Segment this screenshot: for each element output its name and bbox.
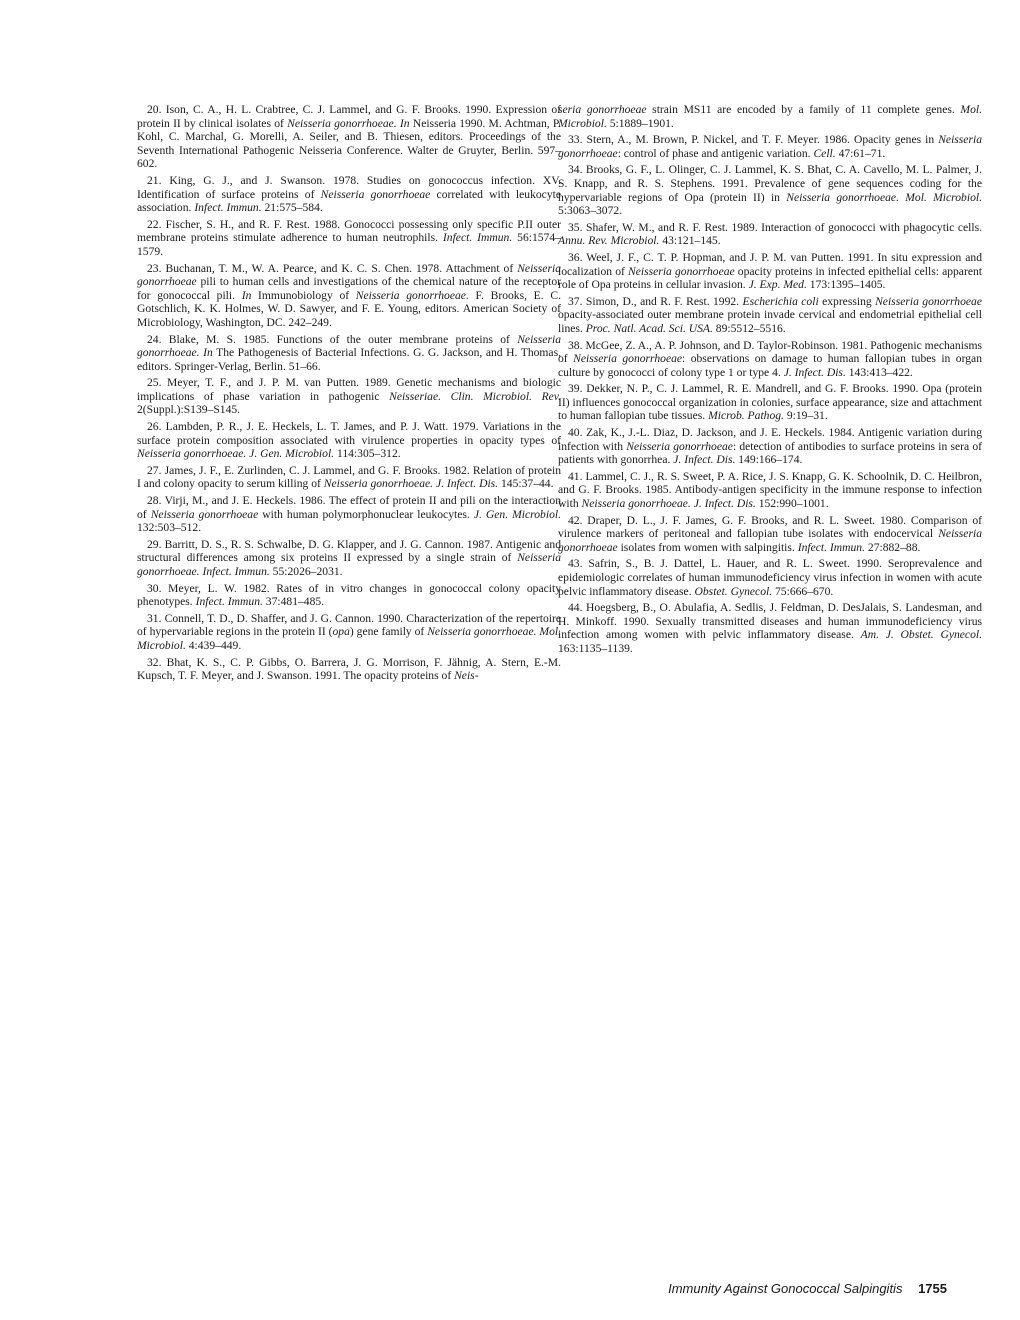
reference-r22 [137, 218, 561, 259]
reference-r26 [137, 420, 561, 461]
text-run: 22. Fischer, S. H., and R. F. Rest. 1988. Gonococci possessing only specific P.II outer membrane proteins stimulate adherence to human neutrophils. [137, 217, 561, 245]
italic-text: Neisseria gonorrhoeae. Infect. Immun. [137, 551, 561, 578]
italic-text: Neisseria gonorrhoeae. Mol. Microbiol. [137, 625, 561, 652]
italic-text: Escherichia coli [742, 294, 819, 308]
italic-text: J. Exp. Med. [748, 278, 807, 292]
italic-text: J. Infect. Dis. [783, 365, 846, 379]
reference-r24 [137, 333, 561, 374]
reference-r27 [137, 464, 561, 491]
reference-r43 [558, 557, 982, 598]
italic-text: In [241, 288, 252, 302]
text-run: 114:305–312. [334, 447, 401, 461]
text-run: 31. Connell, T. D., D. Shaffer, and J. G. Cannon. 1990. Characterization of the repertoire of hypervariable regions in the protein II ( [137, 611, 561, 639]
italic-text: Neisseria gonorrhoeae. [355, 288, 469, 302]
italic-text: J. Gen. Microbiol. [473, 507, 561, 521]
text-run: 24. Blake, M. S. 1985. Functions of the outer membrane proteins of [147, 332, 518, 346]
reference-r32-cont [558, 103, 982, 130]
text-run: 34. Brooks, G. F., L. Olinger, C. J. Lammel, K. S. Bhat, C. A. Cavello, M. L. Palmer, J. S. Knapp, and R. S. Stephens. 1991. Prevalence of gene sequences coding for the hypervariable regions of Opa (protein II) in [558, 163, 982, 204]
text-run: Immunobiology of [251, 288, 356, 302]
italic-text: Neisseria gonorrhoeae. In [287, 116, 410, 130]
text-run: 20. Ison, C. A., H. L. Crabtree, C. J. Lammel, and G. F. Brooks. 1990. Expression of protein II by clinical isolates of [137, 103, 561, 130]
reference-r35 [558, 221, 982, 248]
text-run: 27. James, J. F., E. Zurlinden, C. J. Lammel, and G. F. Brooks. 1982. Relation of protein I and colony opacity to serum killing of [137, 463, 561, 491]
text-run: 29. Barritt, D. S., R. S. Schwalbe, D. G. Klapper, and J. G. Cannon. 1987. Antigenic and structural differences among six proteins II expressed by a single strain of [137, 537, 561, 565]
text-run: 55:2026–2031. [269, 565, 343, 578]
text-run: 4:439–449. [185, 638, 242, 652]
reference-r41 [558, 470, 982, 511]
italic-text: Mol. Microbiol. [558, 103, 982, 130]
page-number: 1755 [918, 1281, 947, 1296]
text-run: 149:166–174. [735, 453, 803, 467]
text-run: 41. Lammel, C. J., R. S. Sweet, P. A. Rice, J. S. Knapp, G. K. Schoolnik, D. C. Heilbron, and G. F. Brooks. 1985. Antibody-antigen specificity in the immune response to infection with [558, 469, 982, 511]
text-run: 152:990–1001. [755, 497, 829, 511]
text-run: 5:1889–1901. [606, 116, 674, 130]
italic-text: Neisseriae. Clin. Microbiol. Rev. [389, 389, 561, 403]
text-run: 47:61–71. [835, 146, 886, 160]
text-run: 39. Dekker, N. P., C. J. Lammel, R. E. Mandrell, and G. F. Brooks. 1990. Opa (protein II) influences gonococcal organization in colonies, surface appearance, size and attachment to human fallopian tube tissues. [558, 382, 982, 423]
text-run: The Pathogenesis of Bacterial Infections. G. G. Jackson, and H. Thomas, editors. Springer-Verlag, Berlin. 51–66. [137, 346, 561, 373]
text-run: strain MS11 are encoded by a family of 11 complete genes. [646, 103, 961, 116]
italic-text: Am. J. Obstet. Gynecol. [860, 628, 982, 642]
italic-text: Neisseria gonorrhoeae [628, 264, 735, 278]
italic-text: Neisseria gonorrhoeae. Mol. Microbiol. [786, 190, 982, 204]
text-run: 89:5512–5516. [712, 321, 786, 335]
reference-r33 [558, 133, 982, 160]
text-run: ) gene family of [349, 625, 428, 639]
text-run: 26. Lambden, P. R., J. E. Heckels, L. T. James, and P. J. Watt. 1979. Variations in the surface protein composition associated with virulence properties in opacity types of [137, 420, 561, 447]
text-run: 21:575–584. [261, 201, 323, 215]
italic-text: seria gonorrhoeae [558, 103, 647, 116]
text-run: 37:481–485. [262, 595, 325, 609]
text-run: 132:503–512. [137, 521, 202, 535]
italic-text: Neisseria gonorrhoeae [875, 294, 982, 308]
text-run: 27:882–88. [865, 540, 921, 554]
text-run: 9:19–31. [783, 409, 828, 423]
reference-r23 [137, 262, 561, 330]
italic-text: Neisseria gonorrhoeae [558, 133, 982, 160]
reference-r31 [137, 612, 561, 653]
italic-text: Neis- [454, 669, 479, 683]
text-run: 38. McGee, Z. A., A. P. Johnson, and D. Taylor-Robinson. 1981. Pathogenic mechanisms of [558, 338, 982, 366]
italic-text: Microb. Pathog. [708, 409, 784, 423]
italic-text: Infect. Immun. [797, 540, 865, 554]
text-run: 25. Meyer, T. F., and J. P. M. van Putten. 1989. Genetic mechanisms and biologic implications of phase variation in pathogenic [137, 376, 561, 403]
italic-text: opa [332, 625, 350, 639]
reference-r36 [558, 251, 982, 292]
text-run: : observations on damage to human fallopian tubes in organ culture by gonococci of colony type 1 or type 4. [558, 352, 982, 379]
text-run: 35. Shafer, W. M., and R. F. Rest. 1989. Interaction of gonococci with phagocytic cells. [568, 220, 982, 234]
text-run: 44. Hoegsberg, B., O. Abulafia, A. Sedlis, J. Feldman, D. DesJalais, S. Landesman, and H. Minkoff. 1990. Sexually transmitted diseases and human immunodeficiency virus infection among women with pelvic inflammatory disease. [558, 601, 982, 642]
page-footer [668, 1281, 947, 1296]
text-run: 163:1135–1139. [558, 641, 633, 655]
text-run: pili to human cells and investigations of the chemical nature of the receptor for gonococcal pili. [137, 275, 561, 302]
text-run: 173:1395–1405. [806, 278, 886, 292]
text-run: 56:1574–1579. [137, 231, 561, 258]
italic-text: Neisseria gonorrhoeae. In [137, 332, 561, 360]
italic-text: Infect. Immun. [442, 231, 513, 245]
text-run: correlated with leukocyte association. [137, 187, 561, 215]
italic-text: Obstet. Gynecol. [694, 584, 773, 598]
text-run: 145:37–44. [498, 477, 554, 491]
text-run: 42. Draper, D. L., J. F. James, G. F. Brooks, and R. L. Sweet. 1980. Comparison of virulence markers of peritoneal and fallopian tube isolates with endocervical [558, 513, 982, 541]
italic-text: Neisseria gonorrhoeae [558, 527, 982, 554]
italic-text: Neisseria gonorrhoeae [150, 507, 259, 521]
italic-text: Cell. [813, 146, 836, 160]
italic-text: Neisseria gonorrhoeae [137, 261, 561, 289]
running-title: Immunity Against Gonococcal Salpingitis [668, 1281, 903, 1296]
text-run: 2(Suppl.):S139–S145. [137, 403, 241, 417]
reference-r20 [137, 103, 561, 171]
reference-r37 [558, 295, 982, 336]
reference-r32 [137, 656, 561, 683]
text-run: 33. Stern, A., M. Brown, P. Nickel, and T. F. Meyer. 1986. Opacity genes in [568, 133, 939, 147]
text-run: 37. Simon, D., and R. F. Rest. 1992. [568, 294, 743, 308]
reference-r29 [137, 538, 561, 579]
reference-r44 [558, 601, 982, 655]
text-run: : control of phase and antigenic variation. [617, 146, 814, 160]
reference-column-right [558, 103, 982, 659]
reference-r25 [137, 376, 561, 417]
reference-r39 [558, 382, 982, 423]
text-run: 30. Meyer, L. W. 1982. Rates of in vitro changes in gonococcal colony opacity phenotypes. [137, 581, 561, 609]
italic-text: Proc. Natl. Acad. Sci. USA. [585, 321, 713, 335]
text-run: 21. King, G. J., and J. Swanson. 1978. Studies on gonococcus infection. XV. Identification of surface proteins of [137, 173, 561, 201]
italic-text: J. Infect. Dis. [673, 453, 736, 467]
italic-text: Neisseria gonorrhoeae [320, 187, 431, 201]
reference-r40 [558, 426, 982, 467]
text-run: opacity-associated outer membrane protein invade cervical and endometrial epithelial cell lines. [558, 308, 982, 335]
text-run: 43:121–145. [659, 234, 721, 248]
text-run: 28. Virji, M., and J. E. Heckels. 1986. The effect of protein II and pili on the interaction of [137, 494, 561, 521]
text-run: 143:413–422. [845, 365, 913, 379]
italic-text: Neisseria gonorrhoeae. J. Infect. Dis. [323, 477, 499, 491]
text-run: opacity proteins in infected epithelial cells: apparent role of Opa proteins in cellular invasion. [558, 264, 982, 292]
italic-text: Neisseria gonorrhoeae [626, 439, 733, 453]
text-run: : detection of antibodies to surface proteins in sera of patients with gonorrhea. [558, 439, 982, 467]
text-run: 32. Bhat, K. S., C. P. Gibbs, O. Barrera, J. G. Morrison, F. Jähnig, A. Stern, E.-M. Kupsch, T. F. Meyer, and J. Swanson. 1991. The opacity proteins of [137, 655, 561, 683]
text-run: 23. Buchanan, T. M., W. A. Pearce, and K. C. S. Chen. 1978. Attachment of [147, 261, 518, 275]
italic-text: Annu. Rev. Microbiol. [558, 234, 660, 248]
text-run: 36. Weel, J. F., C. T. P. Hopman, and J. P. M. van Putten. 1991. In situ expression and localization of [558, 250, 982, 278]
reference-column-left [137, 103, 561, 686]
reference-r42 [558, 514, 982, 555]
text-run: expressing [818, 294, 876, 308]
text-run: 5:3063–3072. [558, 204, 623, 218]
text-run: Neisseria 1990. M. Achtman, P. Kohl, C. Marchal, G. Morelli, A. Seiler, and B. Thiesen, editors. Proceedings of the Seventh International Pathogenic Neisseria Conference. Walter de Gruyter, Berlin. 597–602. [137, 116, 561, 171]
reference-r30 [137, 582, 561, 609]
italic-text: Infect. Immun. [194, 201, 262, 215]
italic-text: Neisseria gonorrhoeae [573, 352, 683, 366]
text-run: isolates from women with salpingitis. [617, 540, 798, 554]
reference-r21 [137, 174, 561, 215]
reference-r34 [558, 163, 982, 217]
text-run: F. Brooks, E. C. Gotschlich, K. K. Holmes, W. D. Sawyer, and F. E. Young, editors. American Society of Microbiology, Washington, DC. 242–249. [137, 288, 561, 329]
reference-r28 [137, 494, 561, 535]
text-run: 43. Safrin, S., B. J. Dattel, L. Hauer, and R. L. Sweet. 1990. Seroprevalence and epidemiologic correlates of human immunodeficiency virus infection in women with acute pelvic inflammatory disease. [558, 557, 982, 598]
italic-text: Neisseria gonorrhoeae. J. Gen. Microbiol. [137, 447, 335, 461]
text-run: 75:666–670. [772, 584, 834, 598]
italic-text: Infect. Immun. [195, 595, 263, 609]
italic-text: Neisseria gonorrhoeae. J. Infect. Dis. [581, 497, 756, 511]
reference-r38 [558, 339, 982, 380]
text-run: with human polymorphonuclear leukocytes. [258, 507, 474, 521]
text-run: 40. Zak, K., J.-L. Diaz, D. Jackson, and J. E. Heckels. 1984. Antigenic variation during infection with [558, 426, 982, 453]
